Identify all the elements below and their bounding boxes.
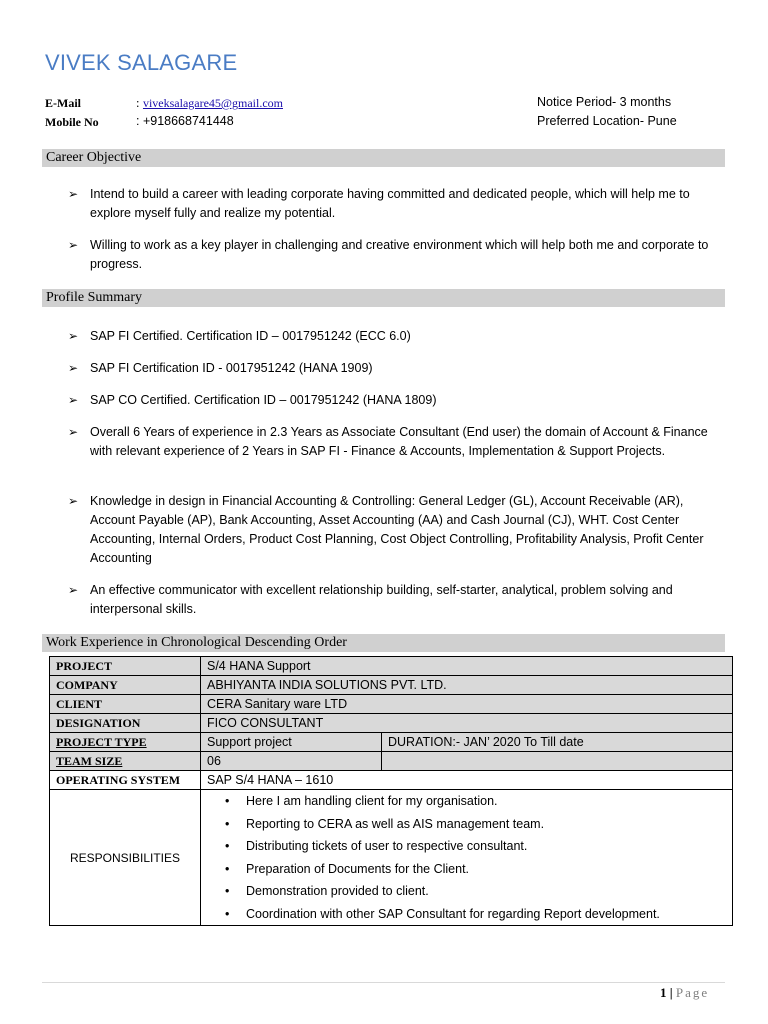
bullet-icon: •	[225, 861, 230, 876]
email-link[interactable]: viveksalagare45@gmail.com	[142, 96, 283, 110]
bullet-icon: •	[225, 816, 230, 831]
footer-separator: |	[669, 985, 673, 1000]
list-item: ➢ Intend to build a career with leading corporate having committed and dedicated people, which will help me to explore myself fully and realize my potential.	[68, 187, 690, 220]
table-row	[50, 676, 733, 695]
list-item: ➢ Overall 6 Years of experience in 2.3 Years as Associate Consultant (End user) the domain of Account & Finance with relevant experience of 2 Years in SAP FI - Finance & Accounts, Implementation & Support Projects.	[68, 425, 708, 458]
email-row: : viveksalagare45@gmail.com	[136, 96, 283, 110]
responsibilities-cell	[201, 790, 733, 926]
arrow-bullet-icon: ➢	[68, 187, 79, 201]
list-item: • Coordination with other SAP Consultant for regarding Report development.	[201, 903, 732, 926]
duration-value: DURATION:- JAN’ 2020 To Till date	[382, 733, 733, 752]
bullet-icon: •	[225, 839, 230, 853]
mobile-value: : +918668741448	[136, 114, 234, 128]
table-row	[50, 771, 733, 790]
table-row	[50, 695, 733, 714]
table-row	[50, 714, 733, 733]
os-label: OPERATING SYSTEM	[50, 771, 201, 790]
table-row	[50, 657, 733, 676]
responsibilities-list	[201, 790, 732, 925]
arrow-bullet-icon: ➢	[68, 583, 79, 597]
list-item: • Here I am handling client for my organisation.	[201, 790, 732, 813]
arrow-bullet-icon: ➢	[68, 361, 79, 375]
arrow-bullet-icon: ➢	[68, 393, 79, 407]
candidate-name: VIVEK SALAGARE	[45, 50, 238, 75]
list-item: ➢ Willing to work as a key player in challenging and creative environment which will help both me and corporate to progress.	[68, 238, 709, 271]
list-item: • Distributing tickets of user to respective consultant.	[201, 835, 732, 858]
section-career-objective: Career Objective	[42, 149, 725, 167]
work-experience-table	[49, 656, 733, 926]
os-value: SAP S/4 HANA – 1610	[201, 771, 733, 790]
team-size-value: 06	[201, 752, 382, 771]
list-item: • Demonstration provided to client.	[201, 880, 732, 903]
email-label: E-Mail	[45, 96, 81, 110]
project-type-label: PROJECT TYPE	[50, 733, 201, 752]
notice-period: Notice Period- 3 months	[537, 95, 672, 109]
client-label: CLIENT	[50, 695, 201, 714]
bullet-icon: •	[225, 794, 230, 808]
page-footer	[660, 985, 709, 1001]
table-row	[50, 752, 733, 771]
section-profile-summary: Profile Summary	[42, 289, 725, 307]
mobile-label: Mobile No	[45, 115, 99, 129]
list-item: ➢ SAP CO Certified. Certification ID – 0017951242 (HANA 1809)	[68, 391, 728, 410]
team-size-label: TEAM SIZE	[50, 752, 201, 771]
list-item: • Preparation of Documents for the Client.	[201, 858, 732, 881]
company-value: ABHIYANTA INDIA SOLUTIONS PVT. LTD.	[201, 676, 733, 695]
empty-cell	[382, 752, 733, 771]
designation-label: DESIGNATION	[50, 714, 201, 733]
page-word: Page	[675, 985, 710, 1000]
project-type-value: Support project	[201, 733, 382, 752]
footer-divider	[42, 982, 725, 983]
client-value: CERA Sanitary ware LTD	[201, 695, 733, 714]
responsibilities-label: RESPONSIBILITIES	[50, 790, 201, 926]
list-item: ➢ An effective communicator with excellent relationship building, self-starter, analytical, problem solving and interpersonal skills.	[68, 583, 673, 616]
designation-value: FICO CONSULTANT	[201, 714, 733, 733]
arrow-bullet-icon: ➢	[68, 238, 79, 252]
project-label: PROJECT	[50, 657, 201, 676]
project-value: S/4 HANA Support	[201, 657, 733, 676]
list-item: ➢ SAP FI Certification ID - 0017951242 (HANA 1909)	[68, 359, 728, 378]
arrow-bullet-icon: ➢	[68, 329, 79, 343]
section-work-experience: Work Experience in Chronological Descending Order	[42, 634, 725, 652]
bullet-icon: •	[225, 884, 230, 898]
arrow-bullet-icon: ➢	[68, 494, 79, 508]
list-item: ➢ SAP FI Certified. Certification ID – 0017951242 (ECC 6.0)	[68, 327, 728, 346]
bullet-icon: •	[225, 906, 230, 921]
page-number: 1	[660, 985, 667, 1000]
list-item: • Reporting to CERA as well as AIS management team.	[201, 813, 732, 836]
company-label: COMPANY	[50, 676, 201, 695]
preferred-location: Preferred Location- Pune	[537, 114, 677, 128]
arrow-bullet-icon: ➢	[68, 425, 79, 439]
list-item: ➢ Knowledge in design in Financial Accounting & Controlling: General Ledger (GL), Account Receivable (AR), Account Payable (AP), Bank Accounting, Asset Accounting (AA) and Cash Journal (CJ), WHT. Cost Center Accounting, Internal Orders, Product Cost Planning, Cost Object Controlling, Profitability Analysis, Profit Center Accounting	[68, 494, 704, 565]
table-row	[50, 733, 733, 752]
table-row	[50, 790, 733, 926]
